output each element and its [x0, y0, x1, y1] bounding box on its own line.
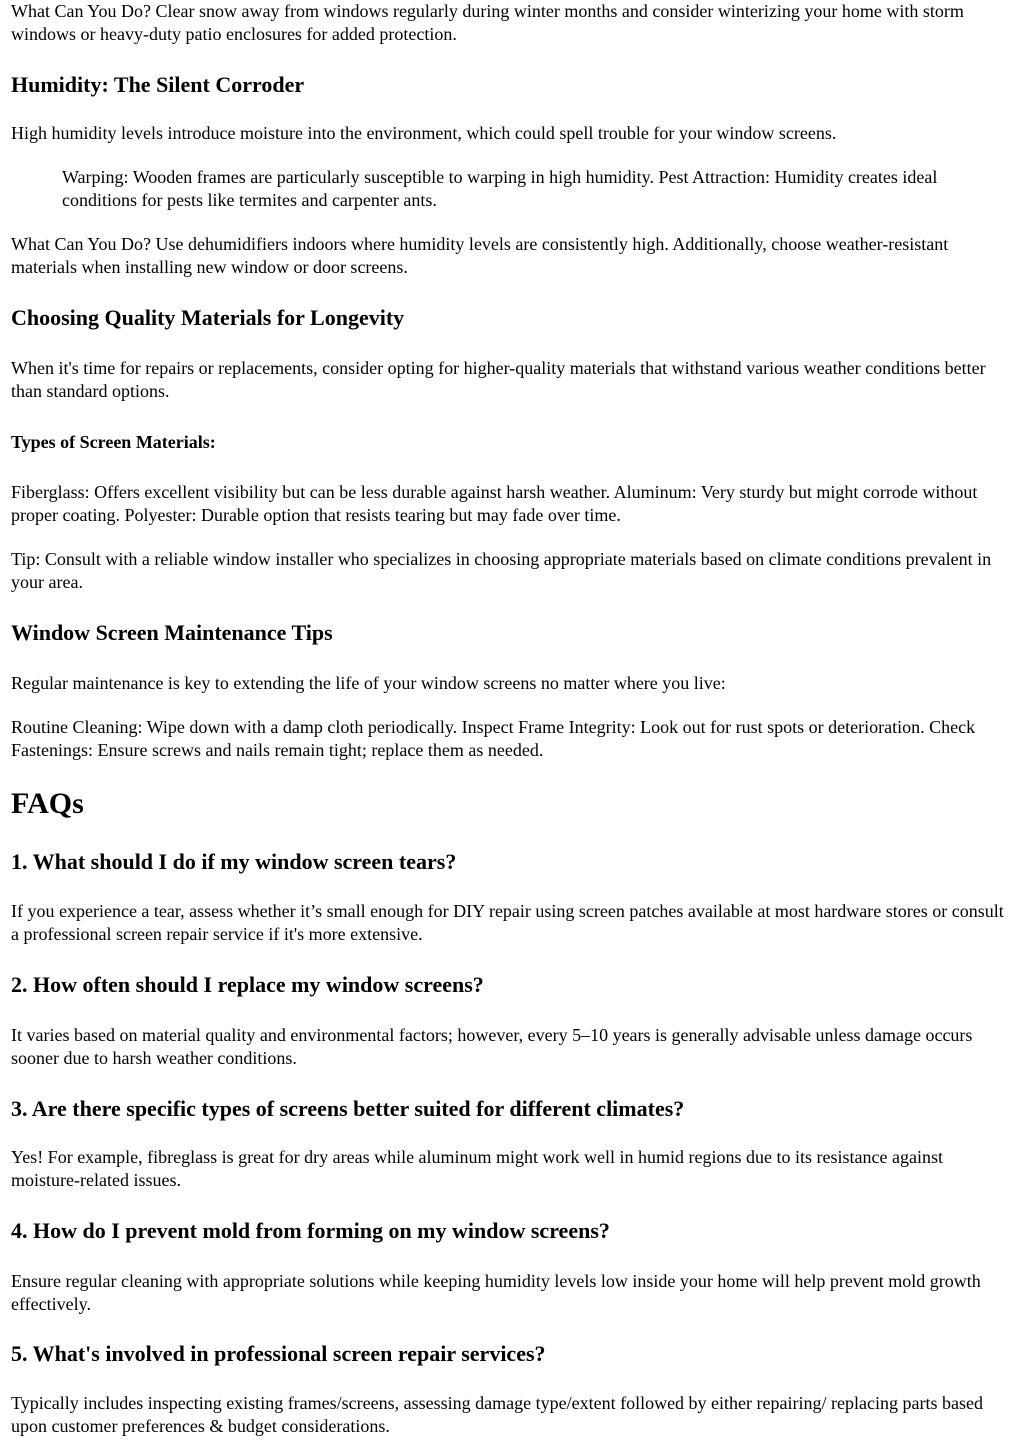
- materials-tip: Tip: Consult with a reliable window installer who specializes in choosing appropriate materials based on climate conditions prevalent in your area.: [11, 549, 992, 592]
- faq-answer: Ensure regular cleaning with appropriate solutions while keeping humidity levels low inside your home will help prevent mold growth effectively.: [11, 1271, 981, 1314]
- faq-answer: Yes! For example, fibreglass is great for dry areas while aluminum might work well in humid regions due to its resistance against moisture-related issues.: [11, 1147, 943, 1190]
- faq-question: 2. How often should I replace my window screens?: [11, 972, 484, 997]
- intro-paragraph: What Can You Do? Clear snow away from windows regularly during winter months and consider winterizing your home with storm windows or heavy-duty patio enclosures for added protection.: [11, 1, 964, 44]
- maintenance-tips: Routine Cleaning: Wipe down with a damp cloth periodically. Inspect Frame Integrity: Look out for rust spots or deterioration. Check Fastenings: Ensure screws and nails remain tight; replace them as needed.: [11, 717, 976, 760]
- humidity-action: What Can You Do? Use dehumidifiers indoors where humidity levels are consistently high. Additionally, choose weather-resistant materials when installing new window or door screens.: [11, 234, 949, 277]
- faqs-heading: FAQs: [11, 787, 84, 820]
- materials-types-heading: Types of Screen Materials:: [11, 432, 216, 452]
- humidity-intro: High humidity levels introduce moisture into the environment, which could spell trouble for your window screens.: [11, 123, 837, 143]
- faq-question: 3. Are there specific types of screens better suited for different climates?: [11, 1096, 685, 1121]
- humidity-quote: Warping: Wooden frames are particularly susceptible to warping in high humidity. Pest Attraction: Humidity creates ideal conditions for pests like termites and carpenter ants.: [62, 167, 938, 210]
- materials-intro: When it's time for repairs or replacements, consider opting for higher-quality materials that withstand various weather conditions better than standard options.: [11, 358, 986, 401]
- faq-answer: If you experience a tear, assess whether it’s small enough for DIY repair using screen patches available at most hardware stores or consult a professional screen repair service if it's more extensive.: [11, 901, 1004, 944]
- humidity-heading: Humidity: The Silent Corroder: [11, 72, 305, 97]
- materials-heading: Choosing Quality Materials for Longevity: [11, 305, 405, 330]
- maintenance-heading: Window Screen Maintenance Tips: [11, 620, 333, 645]
- faq-answer: It varies based on material quality and environmental factors; however, every 5–10 years is generally advisable unless damage occurs sooner due to harsh weather conditions.: [11, 1025, 973, 1068]
- maintenance-intro: Regular maintenance is key to extending the life of your window screens no matter where you live:: [11, 673, 726, 693]
- materials-types-text: Fiberglass: Offers excellent visibility but can be less durable against harsh weather. Aluminum: Very sturdy but might corrode without proper coating. Polyester: Durable option that resists tearing but may fade over time.: [11, 482, 978, 525]
- faq-answer: Typically includes inspecting existing frames/screens, assessing damage type/extent followed by either repairing/ replacing parts based upon customer preferences & budget considerations.: [11, 1393, 983, 1436]
- faq-question: 4. How do I prevent mold from forming on my window screens?: [11, 1218, 610, 1243]
- faq-question: 1. What should I do if my window screen tears?: [11, 849, 457, 874]
- faq-question: 5. What's involved in professional screen repair services?: [11, 1341, 546, 1366]
